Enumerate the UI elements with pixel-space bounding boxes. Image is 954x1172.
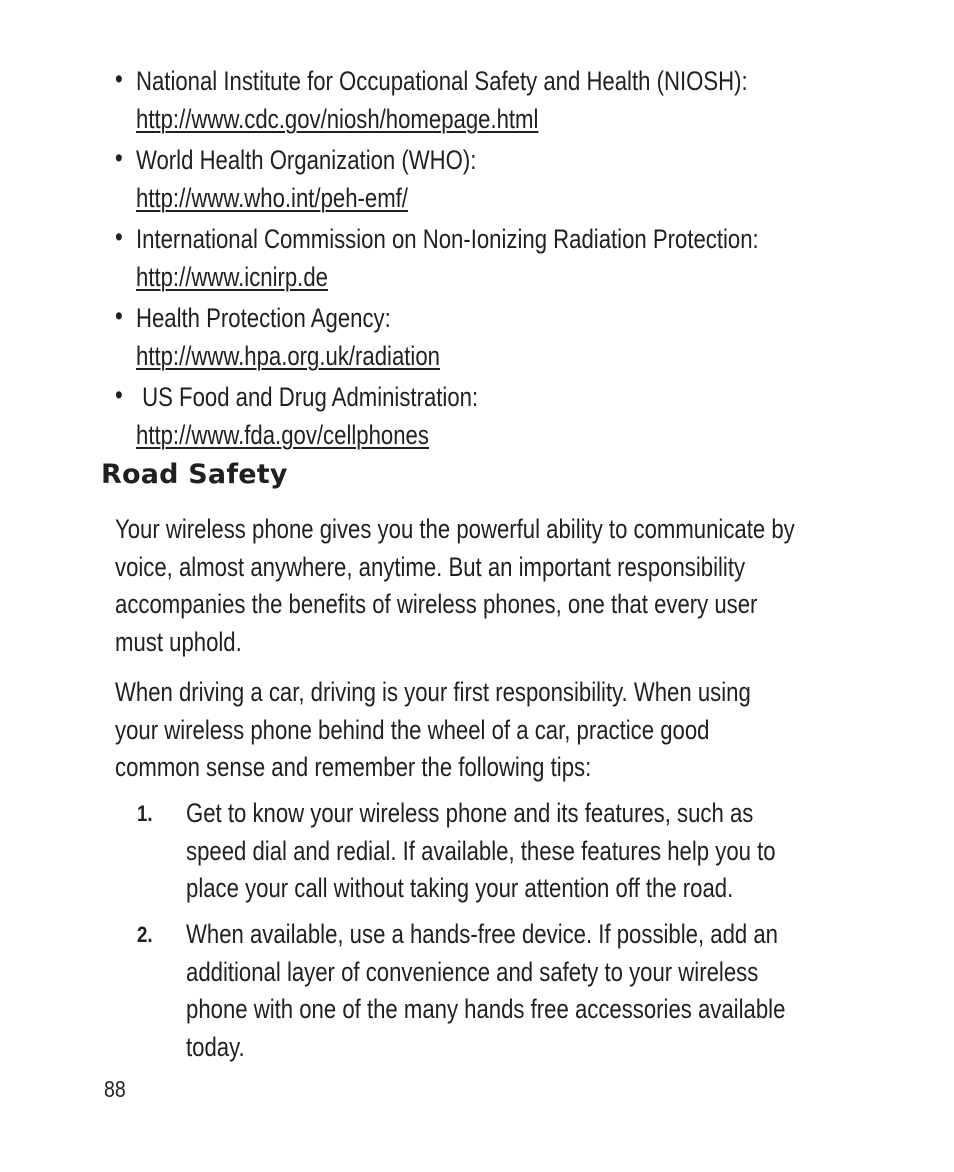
intro-paragraph (115, 511, 944, 662)
paragraph-line: accompanies the benefits of wireless phones, one that every user (115, 589, 758, 620)
bullet-icon: • (115, 380, 123, 410)
tip-line: When available, use a hands-free device. If possible, add an (186, 919, 779, 950)
driving-paragraph (115, 674, 890, 787)
tip-number: 2. (137, 922, 153, 948)
bullet-icon: • (115, 301, 123, 331)
paragraph-line: your wireless phone behind the wheel of a car, practice good (115, 714, 710, 745)
bullet-label: Health Protection Agency: (136, 303, 391, 333)
icnirp-link[interactable]: http://www.icnirp.de (136, 262, 328, 292)
tip-number: 1. (137, 801, 153, 826)
list-item (115, 299, 895, 374)
bullet-label: International Commission on Non-Ionizing Radiation Protection: (136, 224, 759, 254)
tip-line: phone with one of the many hands free accessories available (186, 994, 786, 1025)
paragraph-line: must uphold. (115, 627, 242, 658)
list-item (115, 378, 895, 453)
page-number: 88 (104, 1076, 126, 1102)
list-item (115, 141, 895, 216)
tip-line: speed dial and redial. If available, these features help you to (186, 835, 776, 866)
hpa-link[interactable]: http://www.hpa.org.uk/radiation (136, 341, 440, 371)
list-item (115, 62, 895, 137)
tips-list (137, 795, 917, 1067)
paragraph-line: Your wireless phone gives you the powerful ability to communicate by (115, 514, 795, 544)
fda-link[interactable]: http://www.fda.gov/cellphones (136, 420, 429, 450)
list-item (137, 795, 917, 908)
resource-links-list (115, 62, 895, 457)
bullet-icon: • (115, 222, 123, 252)
tip-line: Get to know your wireless phone and its features, such as (186, 798, 754, 828)
section-heading: Road Safety (101, 459, 288, 490)
bullet-label: National Institute for Occupational Safety and Health (NIOSH): (136, 66, 748, 96)
who-link[interactable]: http://www.who.int/peh-emf/ (136, 183, 408, 213)
bullet-icon: • (115, 64, 123, 94)
paragraph-line: When driving a car, driving is your first responsibility. When using (115, 677, 751, 707)
bullet-icon: • (115, 143, 123, 173)
bullet-label: World Health Organization (WHO): (136, 145, 477, 175)
paragraph-line: voice, almost anywhere, anytime. But an important responsibility (115, 551, 746, 582)
list-item (115, 220, 895, 295)
tip-line: today. (186, 1032, 245, 1063)
tip-line: place your call without taking your attention off the road. (186, 873, 734, 904)
bullet-label: US Food and Drug Administration: (136, 382, 479, 412)
list-item (137, 916, 917, 1067)
tip-line: additional layer of convenience and safety to your wireless (186, 956, 759, 987)
paragraph-line: common sense and remember the following tips: (115, 752, 592, 783)
niosh-link[interactable]: http://www.cdc.gov/niosh/homepage.html (136, 104, 539, 134)
